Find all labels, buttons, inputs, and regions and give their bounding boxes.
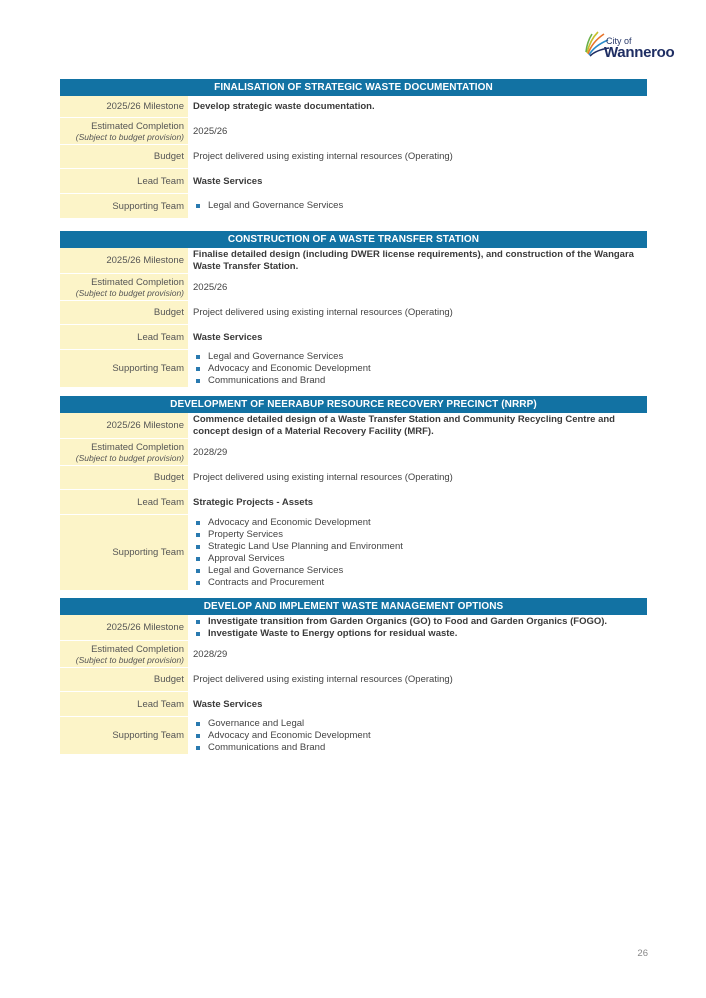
supporting-team-label: Supporting Team: [60, 515, 188, 590]
supporting-team-value: [188, 717, 647, 754]
completion-value: 2028/29: [193, 446, 228, 458]
lead-team-label: Lead Team: [60, 692, 188, 716]
list-item: Communications and Brand: [193, 742, 647, 754]
milestone-value: Develop strategic waste documentation.: [193, 101, 375, 112]
budget-label: Budget: [60, 668, 188, 691]
supporting-team-list: [193, 718, 647, 754]
milestone-label: 2025/26 Milestone: [60, 413, 188, 438]
page-number: 26: [637, 948, 648, 959]
completion-label: [60, 118, 188, 144]
logo-name-text: Wanneroo: [604, 44, 675, 61]
completion-row: [60, 641, 647, 668]
list-item: Strategic Land Use Planning and Environment: [193, 541, 647, 553]
list-item: Property Services: [193, 529, 647, 541]
list-item: Advocacy and Economic Development: [193, 363, 647, 375]
section-title: DEVELOP AND IMPLEMENT WASTE MANAGEMENT OPTIONS: [60, 598, 647, 615]
milestone-label: 2025/26 Milestone: [60, 615, 188, 640]
supporting-team-label: Supporting Team: [60, 350, 188, 387]
list-item: Legal and Governance Services: [193, 565, 647, 577]
budget-row: [60, 466, 647, 490]
milestone-row: [60, 248, 647, 274]
list-item: Communications and Brand: [193, 375, 647, 387]
supporting-team-row: [60, 515, 647, 591]
supporting-team-row: [60, 717, 647, 755]
supporting-team-value: [188, 194, 647, 218]
milestone-value: Commence detailed design of a Waste Transfer Station and Community Recycling Centre and concept design of a Material Recovery Facility (MRF).: [193, 413, 615, 437]
milestone-row: [60, 413, 647, 439]
list-item: Advocacy and Economic Development: [193, 517, 647, 529]
budget-label: Budget: [60, 301, 188, 324]
section-title: CONSTRUCTION OF A WASTE TRANSFER STATION: [60, 231, 647, 248]
completion-row: [60, 274, 647, 301]
budget-label: Budget: [60, 466, 188, 489]
milestone-list: [193, 616, 647, 640]
list-item: Approval Services: [193, 553, 647, 565]
section-title: FINALISATION OF STRATEGIC WASTE DOCUMENTATION: [60, 79, 647, 96]
lead-team-row: [60, 490, 647, 515]
supporting-team-list: [193, 517, 647, 589]
budget-row: [60, 145, 647, 169]
lead-team-label: Lead Team: [60, 490, 188, 514]
supporting-team-label: Supporting Team: [60, 717, 188, 754]
completion-label: [60, 439, 188, 465]
list-item: Legal and Governance Services: [193, 351, 647, 363]
list-item: Legal and Governance Services: [193, 200, 647, 212]
section-strategic-waste-documentation: [60, 79, 647, 219]
lead-team-row: [60, 325, 647, 350]
milestone-row: [60, 96, 647, 118]
supporting-team-row: [60, 194, 647, 219]
list-item: Investigate transition from Garden Organics (GO) to Food and Garden Organics (FOGO).: [193, 616, 647, 628]
lead-team-value: Waste Services: [193, 175, 263, 187]
completion-label-sub: (Subject to budget provision): [75, 654, 184, 665]
completion-label: [60, 274, 188, 300]
lead-team-row: [60, 692, 647, 717]
completion-value: 2025/26: [193, 281, 228, 293]
completion-value: 2025/26: [193, 125, 228, 137]
lead-team-value: Waste Services: [193, 331, 263, 343]
budget-row: [60, 668, 647, 692]
section-waste-management-options: [60, 598, 647, 755]
section-neerabup-resource-recovery: [60, 396, 647, 591]
logo-city-text: City of: [606, 36, 632, 46]
completion-label-main: Estimated Completion: [91, 120, 184, 132]
completion-label: [60, 641, 188, 667]
completion-label-main: Estimated Completion: [91, 643, 184, 655]
budget-row: [60, 301, 647, 325]
supporting-team-list: [193, 351, 647, 387]
list-item: Contracts and Procurement: [193, 577, 647, 589]
budget-value: Project delivered using existing internal resources (Operating): [193, 674, 453, 685]
milestone-value: Finalise detailed design (including DWER license requirements), and construction of the Wangara Waste Transfer Station.: [193, 248, 634, 272]
section-title: DEVELOPMENT OF NEERABUP RESOURCE RECOVERY PRECINCT (NRRP): [60, 396, 647, 413]
completion-label-sub: (Subject to budget provision): [75, 452, 184, 463]
lead-team-value: Strategic Projects - Assets: [193, 496, 314, 508]
list-item: Advocacy and Economic Development: [193, 730, 647, 742]
milestone-value: [188, 615, 647, 640]
lead-team-row: [60, 169, 647, 194]
completion-row: [60, 439, 647, 466]
completion-row: [60, 118, 647, 145]
milestone-label: 2025/26 Milestone: [60, 96, 188, 117]
completion-label-sub: (Subject to budget provision): [75, 131, 184, 142]
section-waste-transfer-station: [60, 231, 647, 388]
supporting-team-value: [188, 515, 647, 590]
list-item: Governance and Legal: [193, 718, 647, 730]
budget-label: Budget: [60, 145, 188, 168]
lead-team-label: Lead Team: [60, 169, 188, 193]
supporting-team-value: [188, 350, 647, 387]
supporting-team-list: [193, 200, 647, 212]
lead-team-label: Lead Team: [60, 325, 188, 349]
lead-team-value: Waste Services: [193, 698, 263, 710]
milestone-row: [60, 615, 647, 641]
milestone-label: 2025/26 Milestone: [60, 248, 188, 273]
budget-value: Project delivered using existing internal resources (Operating): [193, 472, 453, 483]
completion-label-sub: (Subject to budget provision): [75, 287, 184, 298]
completion-label-main: Estimated Completion: [91, 276, 184, 288]
budget-value: Project delivered using existing internal resources (Operating): [193, 151, 453, 162]
supporting-team-label: Supporting Team: [60, 194, 188, 218]
completion-label-main: Estimated Completion: [91, 441, 184, 453]
city-logo: [584, 28, 675, 62]
list-item: Investigate Waste to Energy options for residual waste.: [193, 628, 647, 640]
budget-value: Project delivered using existing internal resources (Operating): [193, 307, 453, 318]
completion-value: 2028/29: [193, 648, 228, 660]
supporting-team-row: [60, 350, 647, 388]
